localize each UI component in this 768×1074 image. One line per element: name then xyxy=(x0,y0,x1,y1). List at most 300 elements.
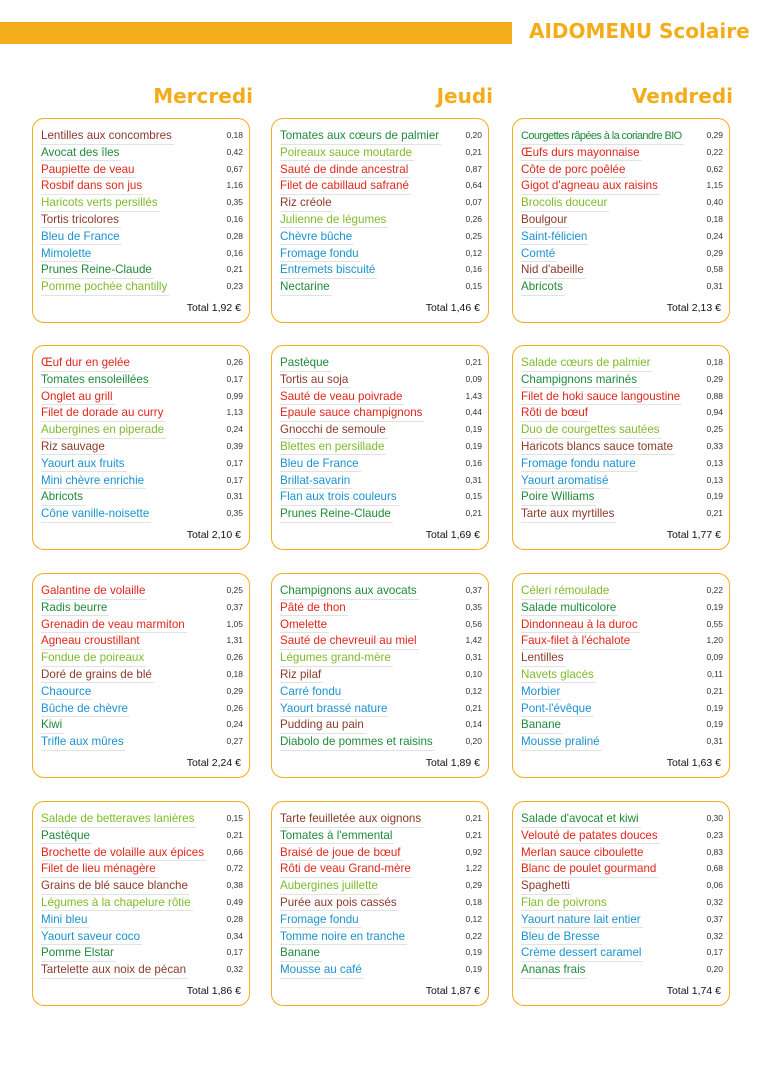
dish-price: 0,56 xyxy=(465,618,482,629)
menu-item xyxy=(41,961,243,978)
dish-price: 0,19 xyxy=(706,491,723,502)
dish-price: 0,21 xyxy=(465,146,482,157)
dish-name: Tomates aux cœurs de palmier xyxy=(280,129,441,145)
menu-item xyxy=(280,599,482,616)
dish-name: Gnocchi de semoule xyxy=(280,423,388,439)
dish-price: 0,44 xyxy=(465,407,482,418)
menu-item xyxy=(521,438,723,455)
dish-price: 0,21 xyxy=(465,813,482,823)
dish-name: Flan de poivrons xyxy=(521,896,609,912)
dish-price: 0,42 xyxy=(226,146,243,157)
dish-name: Riz créole xyxy=(280,196,334,212)
dish-name: Côte de porc poêlée xyxy=(521,163,627,179)
dish-name: Mousse praliné xyxy=(521,735,602,751)
dish-name: Prunes Reine-Claude xyxy=(41,263,154,279)
dish-name: Rosbif dans son jus xyxy=(41,179,144,195)
dish-price: 0,16 xyxy=(465,457,482,468)
menu-item xyxy=(41,421,243,438)
menu-item xyxy=(280,649,482,666)
menu-item xyxy=(280,877,482,894)
menu-item xyxy=(521,582,723,599)
menu-item xyxy=(521,261,723,278)
menu-item xyxy=(41,616,243,633)
dish-price: 0,31 xyxy=(706,281,723,292)
menu-item xyxy=(521,194,723,211)
dish-name: Yaourt nature lait entier xyxy=(521,913,643,929)
dish-price: 0,92 xyxy=(465,846,482,857)
dish-name: Purée aux pois cassés xyxy=(280,896,399,912)
menu-item xyxy=(521,177,723,194)
dish-price: 0,17 xyxy=(226,373,243,384)
dish-name: Bûche de chèvre xyxy=(41,702,130,718)
menu-item-list xyxy=(521,582,723,750)
menu-item xyxy=(280,278,482,295)
menu-item xyxy=(280,911,482,928)
dish-name: Trifle aux mûres xyxy=(41,735,126,751)
dish-name: Filet de hoki sauce langoustine xyxy=(521,390,682,406)
menu-item xyxy=(41,404,243,421)
dish-name: Banane xyxy=(280,946,322,962)
dish-price: 0,35 xyxy=(226,508,243,519)
dish-price: 0,25 xyxy=(706,424,723,435)
dish-price: 0,29 xyxy=(706,247,723,258)
menu-item xyxy=(41,810,243,827)
dish-price: 0,83 xyxy=(706,846,723,857)
menu-item xyxy=(41,472,243,489)
dish-name: Sauté de dinde ancestral xyxy=(280,163,410,179)
dish-name: Cône vanille-noisette xyxy=(41,507,151,523)
menu-item xyxy=(521,127,723,144)
menu-item xyxy=(521,144,723,161)
dish-name: Pomme Elstar xyxy=(41,946,116,962)
menu-item xyxy=(41,354,243,371)
dish-name: Tortis au soja xyxy=(280,373,350,389)
menu-item xyxy=(280,700,482,717)
dish-price: 0,58 xyxy=(706,264,723,275)
dish-name: Faux-filet à l'échalote xyxy=(521,634,632,650)
menu-item xyxy=(41,928,243,945)
dish-price: 0,13 xyxy=(706,474,723,485)
dish-name: Aubergines en piperade xyxy=(41,423,166,439)
dish-price: 0,31 xyxy=(465,474,482,485)
dish-price: 1,43 xyxy=(465,390,482,401)
dish-name: Riz sauvage xyxy=(41,440,107,456)
dish-price: 0,17 xyxy=(706,947,723,958)
menu-item xyxy=(41,177,243,194)
dish-name: Grenadin de veau marmiton xyxy=(41,618,187,634)
dish-name: Haricots verts persillés xyxy=(41,196,160,212)
dish-price: 0,18 xyxy=(706,357,723,367)
dish-price: 0,28 xyxy=(226,913,243,924)
day-title-jeudi: Jeudi xyxy=(436,84,493,108)
dish-name: Brocolis douceur xyxy=(521,196,609,212)
menu-item xyxy=(521,666,723,683)
dish-name: Sauté de chevreuil au miel xyxy=(280,634,419,650)
menu-item xyxy=(521,928,723,945)
menu-total: Total 1,74 € xyxy=(666,985,721,997)
dish-price: 0,26 xyxy=(226,652,243,663)
dish-price: 0,09 xyxy=(465,373,482,384)
menu-item xyxy=(280,211,482,228)
menu-item xyxy=(521,505,723,522)
dish-name: Kiwi xyxy=(41,718,64,734)
menu-item xyxy=(521,599,723,616)
dish-price: 0,15 xyxy=(226,813,243,823)
dish-name: Tomme noire en tranche xyxy=(280,930,407,946)
menu-item xyxy=(280,144,482,161)
menu-item xyxy=(521,616,723,633)
menu-item xyxy=(521,716,723,733)
menu-item xyxy=(521,844,723,861)
menu-item xyxy=(280,733,482,750)
dish-name: Merlan sauce ciboulette xyxy=(521,846,645,862)
menu-item xyxy=(521,944,723,961)
dish-name: Œuf dur en gelée xyxy=(41,356,132,372)
dish-name: Julienne de légumes xyxy=(280,213,388,229)
menu-item xyxy=(521,860,723,877)
menu-item-list xyxy=(280,582,482,750)
day-title-vendredi: Vendredi xyxy=(631,84,733,108)
menu-item xyxy=(41,860,243,877)
dish-name: Pastèque xyxy=(41,829,92,845)
dish-name: Fondue de poireaux xyxy=(41,651,146,667)
dish-name: Tomates à l'emmental xyxy=(280,829,394,845)
dish-price: 0,29 xyxy=(706,373,723,384)
dish-price: 0,14 xyxy=(465,719,482,730)
dish-name: Courgettes râpées à la coriandre BIO xyxy=(521,129,684,145)
dish-name: Grains de blé sauce blanche xyxy=(41,879,190,895)
dish-name: Bleu de Bresse xyxy=(521,930,602,946)
dish-price: 0,68 xyxy=(706,863,723,874)
menu-item xyxy=(41,194,243,211)
dish-name: Morbier xyxy=(521,685,562,701)
dish-price: 0,26 xyxy=(465,213,482,224)
dish-price: 0,94 xyxy=(706,407,723,418)
dish-name: Tartelette aux noix de pécan xyxy=(41,963,188,979)
dish-price: 0,10 xyxy=(465,668,482,679)
menu-item xyxy=(280,810,482,827)
dish-name: Abricots xyxy=(521,280,565,296)
menu-item xyxy=(521,371,723,388)
menu-card xyxy=(271,118,489,323)
menu-item xyxy=(41,228,243,245)
dish-price: 1,31 xyxy=(226,635,243,646)
dish-name: Velouté de patates douces xyxy=(521,829,660,845)
dish-name: Filet de lieu ménagère xyxy=(41,862,158,878)
dish-price: 0,37 xyxy=(465,585,482,595)
dish-name: Bleu de France xyxy=(280,457,361,473)
dish-name: Dindonneau à la duroc xyxy=(521,618,640,634)
menu-item xyxy=(521,632,723,649)
dish-name: Blanc de poulet gourmand xyxy=(521,862,658,878)
dish-price: 0,72 xyxy=(226,863,243,874)
dish-name: Galantine de volaille xyxy=(41,584,147,600)
dish-price: 1,05 xyxy=(226,618,243,629)
menu-total: Total 2,10 € xyxy=(186,529,241,541)
menu-item xyxy=(41,666,243,683)
dish-price: 0,17 xyxy=(226,474,243,485)
menu-item xyxy=(41,844,243,861)
dish-price: 0,87 xyxy=(465,163,482,174)
dish-name: Bleu de France xyxy=(41,230,122,246)
dish-name: Champignons aux avocats xyxy=(280,584,419,600)
menu-item xyxy=(521,211,723,228)
dish-name: Abricots xyxy=(41,490,85,506)
dish-price: 0,12 xyxy=(465,247,482,258)
dish-name: Prunes Reine-Claude xyxy=(280,507,393,523)
dish-name: Braisé de joue de bœuf xyxy=(280,846,403,862)
menu-item xyxy=(41,505,243,522)
menu-item xyxy=(521,894,723,911)
dish-price: 1,22 xyxy=(465,863,482,874)
menu-item xyxy=(280,472,482,489)
dish-price: 0,34 xyxy=(226,930,243,941)
dish-name: Yaourt saveur coco xyxy=(41,930,142,946)
dish-price: 0,22 xyxy=(465,930,482,941)
menu-total: Total 2,24 € xyxy=(186,757,241,769)
menu-card xyxy=(32,801,250,1006)
dish-price: 0,21 xyxy=(465,357,482,367)
menu-card xyxy=(512,801,730,1006)
dish-name: Yaourt brassé nature xyxy=(280,702,389,718)
dish-price: 0,19 xyxy=(465,440,482,451)
dish-name: Filet de dorade au curry xyxy=(41,406,165,422)
menu-item xyxy=(280,582,482,599)
dish-name: Diabolo de pommes et raisins xyxy=(280,735,435,751)
dish-name: Onglet au grill xyxy=(41,390,115,406)
dish-price: 0,35 xyxy=(226,197,243,208)
menu-item xyxy=(521,354,723,371)
dish-name: Epaule sauce champignons xyxy=(280,406,424,422)
dish-name: Mini chèvre enrichie xyxy=(41,474,146,490)
dish-price: 0,37 xyxy=(226,601,243,612)
dish-price: 0,19 xyxy=(706,601,723,612)
menu-item xyxy=(521,827,723,844)
dish-price: 0,19 xyxy=(706,719,723,730)
menu-item xyxy=(521,649,723,666)
menu-item xyxy=(280,666,482,683)
menu-item xyxy=(41,144,243,161)
dish-name: Mini bleu xyxy=(41,913,89,929)
dish-name: Œufs durs mayonnaise xyxy=(521,146,642,162)
dish-name: Pâté de thon xyxy=(280,601,348,617)
menu-item xyxy=(521,278,723,295)
dish-price: 1,15 xyxy=(706,180,723,191)
menu-item xyxy=(280,488,482,505)
dish-price: 0,21 xyxy=(706,685,723,696)
dish-name: Tarte aux myrtilles xyxy=(521,507,616,523)
day-title-mercredi: Mercredi xyxy=(153,84,253,108)
dish-price: 0,23 xyxy=(226,281,243,292)
menu-item xyxy=(280,245,482,262)
menu-item xyxy=(280,827,482,844)
dish-price: 0,31 xyxy=(226,491,243,502)
menu-item-list xyxy=(280,127,482,295)
dish-name: Fromage fondu nature xyxy=(521,457,638,473)
menu-item-list xyxy=(41,354,243,522)
dish-name: Omelette xyxy=(280,618,329,634)
menu-item-list xyxy=(521,127,723,295)
dish-price: 0,20 xyxy=(465,736,482,747)
dish-price: 0,19 xyxy=(465,947,482,958)
menu-item xyxy=(280,928,482,945)
menu-item xyxy=(280,177,482,194)
dish-name: Brillat-savarin xyxy=(280,474,352,490)
dish-price: 0,19 xyxy=(465,964,482,975)
dish-name: Pont-l'évêque xyxy=(521,702,594,718)
dish-name: Crème dessert caramel xyxy=(521,946,643,962)
menu-card xyxy=(271,345,489,550)
menu-total: Total 2,13 € xyxy=(666,302,721,314)
dish-name: Salade d'avocat et kiwi xyxy=(521,812,641,828)
dish-price: 0,12 xyxy=(465,913,482,924)
dish-price: 0,33 xyxy=(706,440,723,451)
dish-name: Flan aux trois couleurs xyxy=(280,490,399,506)
dish-price: 1,13 xyxy=(226,407,243,418)
dish-price: 0,21 xyxy=(465,702,482,713)
menu-item xyxy=(280,455,482,472)
menu-item xyxy=(280,404,482,421)
dish-price: 0,11 xyxy=(707,668,723,679)
dish-name: Filet de cabillaud safrané xyxy=(280,179,411,195)
dish-price: 0,20 xyxy=(706,964,723,975)
menu-item xyxy=(280,438,482,455)
dish-price: 0,37 xyxy=(706,913,723,924)
dish-price: 0,21 xyxy=(226,829,243,840)
menu-item xyxy=(41,388,243,405)
dish-price: 0,32 xyxy=(706,930,723,941)
dish-price: 0,12 xyxy=(465,685,482,696)
dish-price: 0,18 xyxy=(226,130,243,140)
dish-price: 0,55 xyxy=(706,618,723,629)
dish-price: 0,22 xyxy=(706,585,723,595)
menu-item xyxy=(280,228,482,245)
dish-name: Légumes grand-mère xyxy=(280,651,393,667)
menu-item xyxy=(280,127,482,144)
dish-name: Yaourt aromatisé xyxy=(521,474,610,490)
dish-price: 0,15 xyxy=(465,281,482,292)
menu-item xyxy=(280,371,482,388)
dish-name: Rôti de veau Grand-mère xyxy=(280,862,413,878)
header-accent-bar xyxy=(0,22,512,44)
dish-price: 0,88 xyxy=(706,390,723,401)
menu-item xyxy=(521,161,723,178)
dish-name: Légumes à la chapelure rôtie xyxy=(41,896,193,912)
menu-total: Total 1,46 € xyxy=(425,302,480,314)
dish-price: 0,18 xyxy=(226,668,243,679)
menu-item xyxy=(41,371,243,388)
dish-name: Navets glacés xyxy=(521,668,596,684)
dish-price: 0,28 xyxy=(226,230,243,241)
dish-name: Pudding au pain xyxy=(280,718,366,734)
menu-item xyxy=(521,488,723,505)
menu-item xyxy=(41,733,243,750)
dish-price: 0,16 xyxy=(465,264,482,275)
menu-item xyxy=(521,733,723,750)
menu-total: Total 1,69 € xyxy=(425,529,480,541)
dish-price: 0,18 xyxy=(465,896,482,907)
menu-item xyxy=(41,632,243,649)
dish-price: 0,17 xyxy=(226,457,243,468)
dish-price: 0,29 xyxy=(226,685,243,696)
dish-name: Ananas frais xyxy=(521,963,587,979)
dish-name: Céleri rémoulade xyxy=(521,584,611,600)
dish-price: 0,07 xyxy=(465,197,482,208)
menu-item xyxy=(521,810,723,827)
menu-item xyxy=(41,127,243,144)
menu-card xyxy=(512,345,730,550)
dish-name: Spaghetti xyxy=(521,879,572,895)
menu-item xyxy=(521,421,723,438)
dish-price: 0,67 xyxy=(226,163,243,174)
menu-total: Total 1,87 € xyxy=(425,985,480,997)
menu-total: Total 1,77 € xyxy=(666,529,721,541)
dish-name: Tortis tricolores xyxy=(41,213,121,229)
menu-item xyxy=(521,228,723,245)
dish-price: 0,26 xyxy=(226,357,243,367)
dish-name: Salade de betteraves lanières xyxy=(41,812,196,828)
menu-item xyxy=(521,683,723,700)
menu-item xyxy=(280,894,482,911)
dish-price: 0,30 xyxy=(706,813,723,823)
dish-price: 0,32 xyxy=(706,896,723,907)
menu-item xyxy=(280,616,482,633)
dish-price: 0,17 xyxy=(226,947,243,958)
dish-name: Carré fondu xyxy=(280,685,343,701)
dish-name: Aubergines juillette xyxy=(280,879,380,895)
dish-name: Nectarine xyxy=(280,280,332,296)
menu-item xyxy=(41,649,243,666)
menu-total: Total 1,89 € xyxy=(425,757,480,769)
dish-price: 0,32 xyxy=(226,964,243,975)
dish-price: 0,38 xyxy=(226,880,243,891)
dish-name: Brochette de volaille aux épices xyxy=(41,846,206,862)
dish-name: Fromage fondu xyxy=(280,247,361,263)
menu-item xyxy=(41,245,243,262)
menu-item xyxy=(41,716,243,733)
dish-name: Mimolette xyxy=(41,247,93,263)
menu-item xyxy=(521,404,723,421)
dish-name: Nid d'abeille xyxy=(521,263,586,279)
menu-item-list xyxy=(41,127,243,295)
menu-item xyxy=(280,683,482,700)
dish-price: 0,15 xyxy=(465,491,482,502)
menu-item-list xyxy=(521,810,723,978)
dish-price: 0,06 xyxy=(706,880,723,891)
dish-name: Chaource xyxy=(41,685,93,701)
menu-card xyxy=(271,573,489,778)
dish-name: Mousse au café xyxy=(280,963,364,979)
dish-price: 0,66 xyxy=(226,846,243,857)
dish-name: Tarte feuilletée aux oignons xyxy=(280,812,423,828)
dish-name: Radis beurre xyxy=(41,601,109,617)
menu-item xyxy=(521,455,723,472)
menu-item xyxy=(521,388,723,405)
menu-total: Total 1,86 € xyxy=(186,985,241,997)
dish-name: Avocat des îles xyxy=(41,146,121,162)
dish-name: Pastèque xyxy=(280,356,331,372)
menu-item xyxy=(41,894,243,911)
menu-item xyxy=(41,438,243,455)
menu-item xyxy=(41,488,243,505)
dish-name: Paupiette de veau xyxy=(41,163,136,179)
menu-item xyxy=(41,261,243,278)
menu-item xyxy=(41,161,243,178)
menu-item xyxy=(280,844,482,861)
menu-item-list xyxy=(280,354,482,522)
menu-item xyxy=(41,911,243,928)
menu-item xyxy=(41,599,243,616)
